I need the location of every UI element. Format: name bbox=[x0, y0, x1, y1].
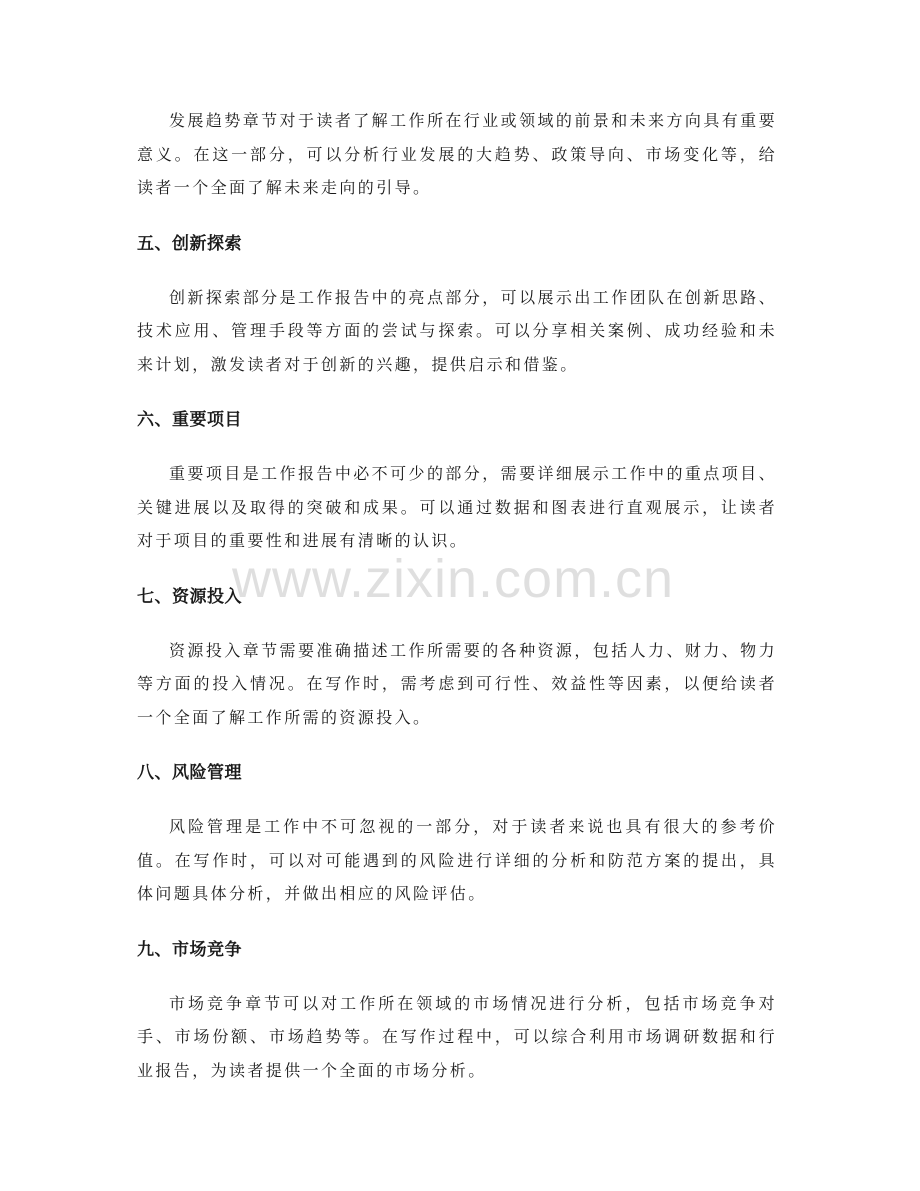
section-heading-8: 八、风险管理 bbox=[137, 763, 242, 783]
section-heading-7: 七、资源投入 bbox=[137, 586, 242, 607]
section-heading-5: 五、创新探索 bbox=[137, 233, 242, 254]
section-paragraph-9: 市场竞争章节可以对工作所在领域的市场情况进行分析，包括市场竞争对手、市场份额、市场趋势等。在写作过程中，可以综合利用市场调研数据和行业报告，为读者提供一个全面的市场分析。 bbox=[137, 993, 777, 1080]
section-paragraph-8: 风险管理是工作中不可忽视的一部分，对于读者来说也具有很大的参考价值。在写作时，可以对可能遇到的风险进行详细的分析和防范方案的提出，具体问题具体分析，并做出相应的风险评估。 bbox=[137, 817, 777, 903]
intro-paragraph: 发展趋势章节对于读者了解工作所在行业或领域的前景和未来方向具有重要意义。在这一部分，可以分析行业发展的大趋势、政策导向、市场变化等，给读者一个全面了解未来走向的引导。 bbox=[137, 111, 777, 197]
section-paragraph-5: 创新探索部分是工作报告中的亮点部分，可以展示出工作团队在创新思路、技术应用、管理手段等方面的尝试与探索。可以分享相关案例、成功经验和未来计划，激发读者对于创新的兴趣，提供启示和借鉴。 bbox=[137, 287, 777, 374]
watermark-text: www.zixin.com.cn bbox=[232, 549, 675, 609]
section-paragraph-7: 资源投入章节需要准确描述工作所需要的各种资源，包括人力、财力、物力等方面的投入情况。在写作时，需考虑到可行性、效益性等因素，以便给读者一个全面了解工作所需的资源投入。 bbox=[137, 640, 777, 727]
section-heading-9: 九、市场竞争 bbox=[137, 939, 242, 960]
section-paragraph-6: 重要项目是工作报告中必不可少的部分，需要详细展示工作中的重点项目、关键进展以及取得的突破和成果。可以通过数据和图表进行直观展示，让读者对于项目的重要性和进展有清晰的认识。 bbox=[137, 464, 777, 550]
section-heading-6: 六、重要项目 bbox=[137, 410, 242, 430]
